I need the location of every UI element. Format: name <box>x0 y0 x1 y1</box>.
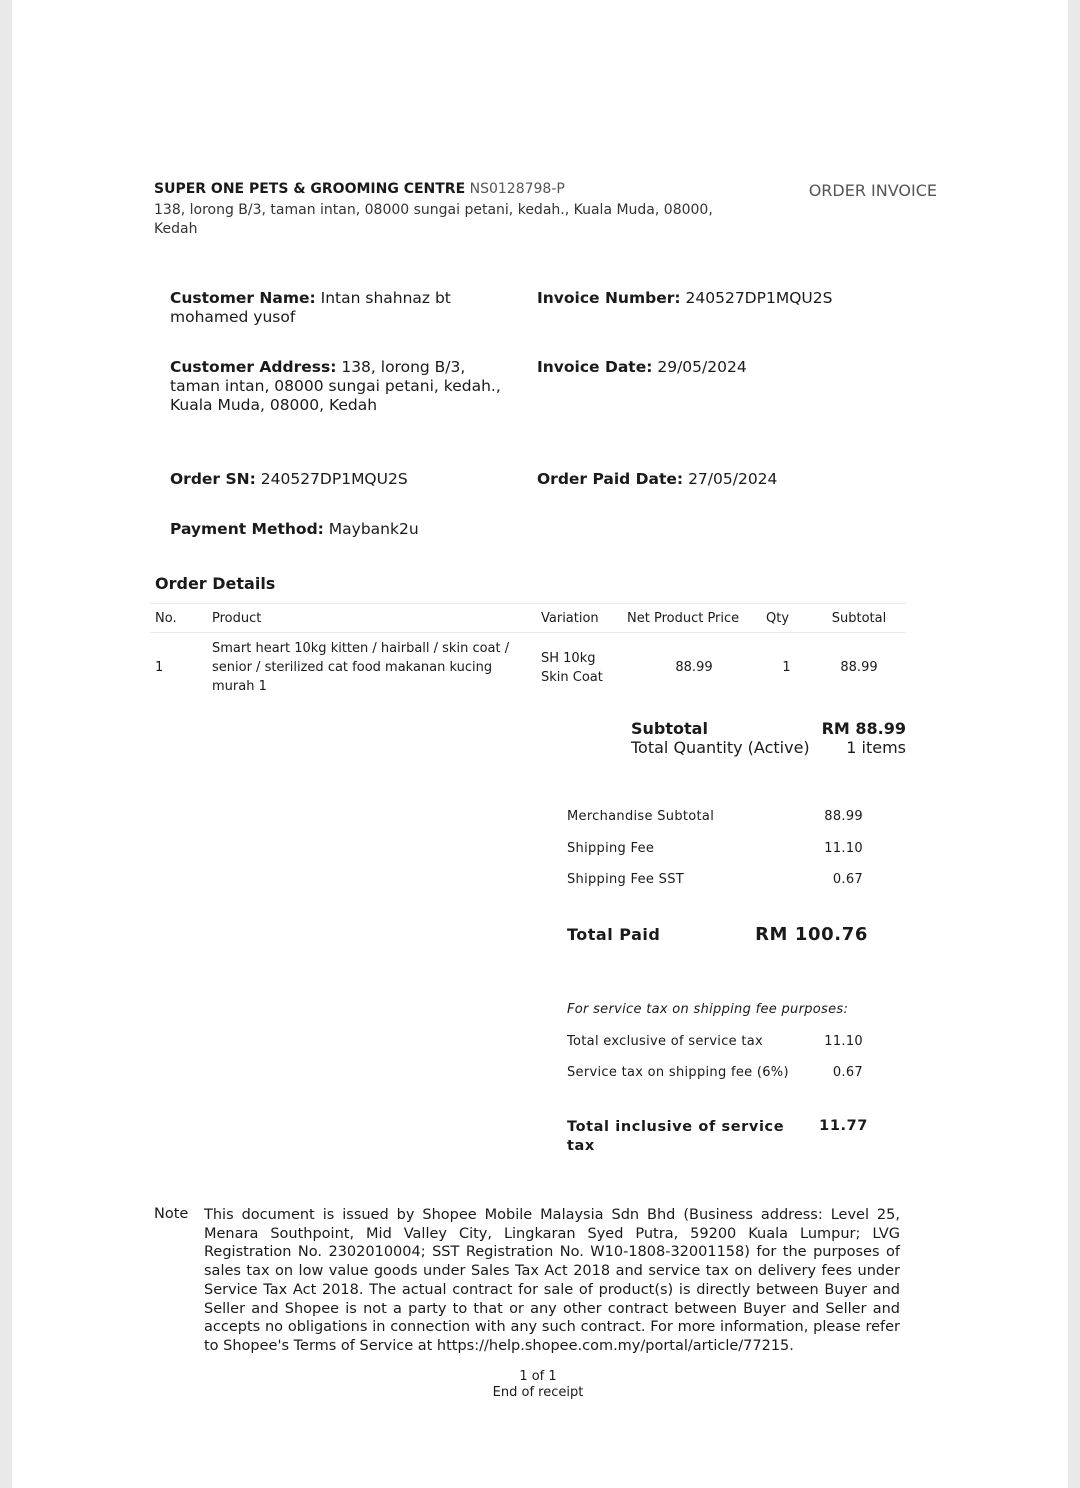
document-title: ORDER INVOICE <box>808 181 937 200</box>
invoice-number-field <box>537 289 917 308</box>
invoice-date-field <box>537 358 917 377</box>
receipt-footer <box>452 1369 624 1401</box>
header-product: Product <box>207 604 536 633</box>
seller-registration: NS0128798-P <box>469 181 565 197</box>
payment-method-value: Maybank2u <box>328 520 419 538</box>
subtotal-value: RM 88.99 <box>821 719 906 738</box>
shipping-fee-value: 11.10 <box>824 841 863 856</box>
table-header-row <box>150 604 906 633</box>
order-sn-label: Order SN: <box>170 470 256 488</box>
seller-name: SUPER ONE PETS & GROOMING CENTRE <box>154 181 466 197</box>
payment-method-label: Payment Method: <box>170 520 324 538</box>
customer-name-field <box>170 289 520 327</box>
page-indicator: 1 of 1 <box>519 1369 557 1384</box>
shipping-fee-sst-value: 0.67 <box>832 872 863 887</box>
customer-name-value: Intan shahnaz bt mohamed yusof <box>170 289 451 326</box>
row-price: 88.99 <box>675 660 713 675</box>
invoice-number-value: 240527DP1MQU2S <box>685 289 833 307</box>
end-of-receipt: End of receipt <box>492 1385 584 1400</box>
total-paid-label: Total Paid <box>567 925 661 944</box>
customer-name-label: Customer Name: <box>170 289 316 307</box>
total-quantity-label: Total Quantity (Active) <box>631 738 810 757</box>
seller-address: 138, lorong B/3, taman intan, 08000 sungai petani, kedah., Kuala Muda, 08000, Kedah <box>154 202 713 237</box>
shipping-fee-label: Shipping Fee <box>567 841 655 856</box>
invoice-number-label: Invoice Number: <box>537 289 681 307</box>
seller-header <box>154 181 565 197</box>
exclusive-tax-value: 11.10 <box>824 1034 863 1049</box>
order-paid-date-label: Order Paid Date: <box>537 470 684 488</box>
subtotal-label: Subtotal <box>631 719 708 738</box>
inclusive-tax-value: 11.77 <box>819 1118 868 1134</box>
total-quantity-value: 1 items <box>846 738 906 757</box>
merchandise-subtotal-value: 88.99 <box>824 809 863 824</box>
invoice-page <box>12 0 1068 1488</box>
customer-address-field <box>170 358 520 415</box>
customer-address-value: 138, lorong B/3, taman intan, 08000 sungai petani, kedah., Kuala Muda, 08000, Kedah <box>170 358 501 414</box>
row-variation: SH 10kg Skin Coat <box>541 650 603 685</box>
row-no: 1 <box>155 660 164 675</box>
row-qty: 1 <box>782 660 791 675</box>
header-no: No. <box>150 604 207 633</box>
total-paid-value: RM 100.76 <box>755 924 868 945</box>
order-paid-date-value: 27/05/2024 <box>688 470 778 488</box>
header-variation: Variation <box>536 604 622 633</box>
order-sn-field <box>170 470 520 489</box>
note-text: This document is issued by Shopee Mobile Malaysia Sdn Bhd (Business address: Level 25, Menara Southpoint, Mid Valley City, Lingkaran Syed Putra, 59200 Kuala Lumpur; LVG Registration No. 2302010004; SST Registration No. W10-1808-32001158) for the purposes of sales tax on low value goods under Sales Tax Act 2018 and service tax on delivery fees under Service Tax Act 2018. The actual contract for sale of product(s) is directly between Buyer and Seller and Shopee is not a party to that or any other contract between Buyer and Seller and accepts no obligations in connection with any such contract. For more information, please refer to Shopee's Terms of Service at https://help.shopee.com.my/portal/article/77215. <box>204 1207 900 1354</box>
merchandise-subtotal-label: Merchandise Subtotal <box>567 809 715 824</box>
table-row <box>150 633 906 703</box>
payment-method-field <box>170 520 520 539</box>
row-subtotal: 88.99 <box>840 660 878 675</box>
shipping-fee-sst-label: Shipping Fee SST <box>567 872 684 887</box>
header-qty: Qty <box>761 604 807 633</box>
inclusive-tax-label: Total inclusive of service tax <box>567 1119 785 1154</box>
order-items-table <box>150 603 906 702</box>
order-paid-date-field <box>537 470 917 489</box>
header-net-price: Net Product Price <box>622 604 761 633</box>
exclusive-tax-label: Total exclusive of service tax <box>567 1034 764 1049</box>
service-tax-value: 0.67 <box>832 1065 863 1080</box>
service-tax-label: Service tax on shipping fee (6%) <box>567 1065 789 1080</box>
service-tax-heading: For service tax on shipping fee purposes: <box>567 1002 849 1017</box>
order-sn-value: 240527DP1MQU2S <box>260 470 408 488</box>
note-label: Note <box>154 1206 189 1222</box>
header-subtotal: Subtotal <box>807 604 906 633</box>
invoice-date-label: Invoice Date: <box>537 358 653 376</box>
order-details-title: Order Details <box>155 574 276 593</box>
row-product: Smart heart 10kg kitten / hairball / skin coat / senior / sterilized cat food makanan kucing murah 1 <box>212 641 510 694</box>
invoice-date-value: 29/05/2024 <box>657 358 747 376</box>
customer-address-label: Customer Address: <box>170 358 337 376</box>
